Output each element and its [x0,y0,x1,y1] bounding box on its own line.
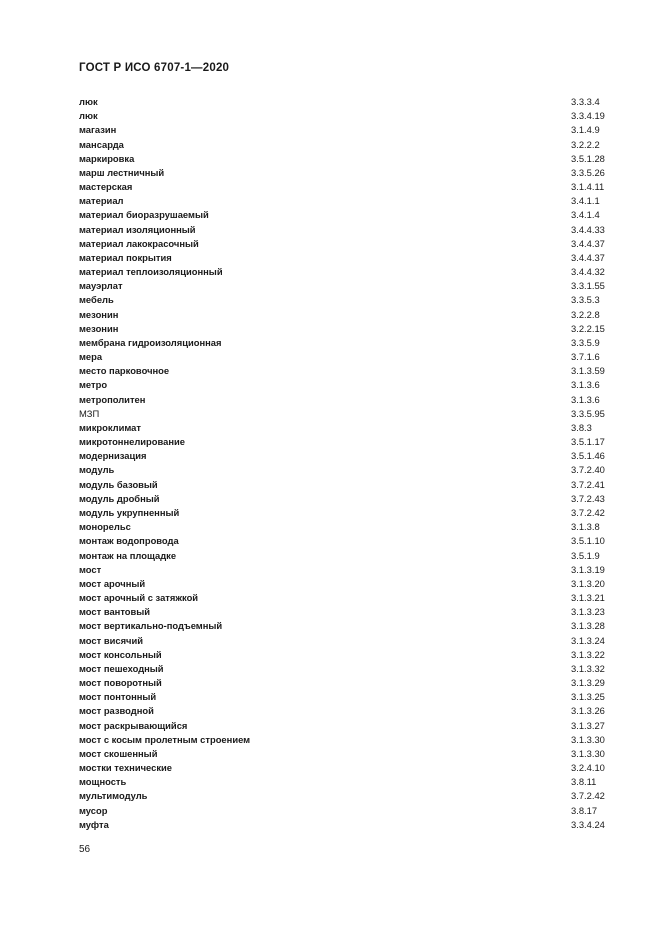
index-entry [79,138,611,152]
index-entry [79,704,611,718]
index-term: мост арочный с затяжкой [79,592,199,604]
index-term: материал [79,195,124,207]
index-entry [79,634,611,648]
index-entry [79,223,611,237]
index-entry [79,520,611,534]
index-term: модуль дробный [79,492,160,504]
document-header: ГОСТ Р ИСО 6707-1—2020 [79,62,230,74]
index-term: микротоннелирование [79,436,186,448]
index-term: мост консольный [79,648,162,660]
index-entry [79,478,611,492]
index-term: мост раскрывающийся [79,719,188,731]
index-reference: 3.1.3.25 [571,691,605,703]
index-term: люк [79,110,98,122]
index-entry [79,463,611,477]
index-reference: 3.4.4.33 [571,223,605,235]
index-entry [79,676,611,690]
index-entry [79,166,611,180]
index-reference: 3.7.2.43 [571,492,605,504]
alphabetical-index [79,95,611,832]
index-term: мембрана гидроизоляционная [79,336,222,348]
index-entry [79,194,611,208]
index-reference: 3.1.3.29 [571,677,605,689]
index-reference: 3.1.3.21 [571,592,605,604]
index-term: мост [79,563,102,575]
index-entry [79,109,611,123]
index-reference: 3.7.2.42 [571,506,605,518]
index-entry [79,789,611,803]
index-entry [79,265,611,279]
index-term: магазин [79,124,117,136]
index-term: мера [79,351,103,363]
index-entry [79,492,611,506]
index-term: материал биоразрушаемый [79,209,209,221]
index-reference: 3.1.3.23 [571,606,605,618]
index-entry [79,123,611,137]
index-term: мансарда [79,138,124,150]
index-term: модернизация [79,450,147,462]
index-entry [79,208,611,222]
index-term: мастерская [79,181,133,193]
index-entry [79,95,611,109]
index-reference: 3.1.3.30 [571,733,605,745]
index-term: мост вертикально-подъемный [79,620,223,632]
index-term: мост понтонный [79,691,157,703]
index-term: мостки технические [79,762,173,774]
index-entry [79,775,611,789]
index-entry [79,662,611,676]
index-entry [79,648,611,662]
index-reference: 3.1.3.20 [571,577,605,589]
index-reference: 3.2.2.2 [571,138,600,150]
index-entry [79,393,611,407]
index-term: мусор [79,804,108,816]
page-number: 56 [79,844,91,855]
index-reference: 3.3.5.3 [571,294,600,306]
index-reference: 3.2.4.10 [571,762,605,774]
index-entry [79,804,611,818]
index-term: МЗП [79,407,100,419]
index-term: мост вантовый [79,606,151,618]
index-term: модуль [79,464,115,476]
index-entry [79,180,611,194]
index-term: монтаж на площадке [79,549,177,561]
index-reference: 3.1.3.19 [571,563,605,575]
index-reference: 3.4.4.37 [571,237,605,249]
index-reference: 3.4.4.37 [571,251,605,263]
index-entry [79,322,611,336]
index-reference: 3.1.3.6 [571,393,600,405]
index-entry [79,435,611,449]
index-reference: 3.7.2.42 [571,790,605,802]
index-entry [79,279,611,293]
index-reference: 3.3.1.55 [571,280,605,292]
index-term: модуль укрупненный [79,506,180,518]
index-reference: 3.7.1.6 [571,351,600,363]
index-term: мезонин [79,308,119,320]
index-reference: 3.1.4.11 [571,181,605,193]
index-reference: 3.1.3.22 [571,648,605,660]
index-reference: 3.3.5.9 [571,336,600,348]
index-reference: 3.4.4.32 [571,266,605,278]
index-reference: 3.2.2.8 [571,308,600,320]
index-term: монтаж водопровода [79,535,179,547]
index-reference: 3.1.3.28 [571,620,605,632]
index-entry [79,336,611,350]
index-term: мауэрлат [79,280,123,292]
index-term: место парковочное [79,365,170,377]
index-term: мост разводной [79,705,154,717]
index-term: материал покрытия [79,251,172,263]
index-reference: 3.1.3.30 [571,747,605,759]
index-entry [79,818,611,832]
index-reference: 3.5.1.9 [571,549,600,561]
index-entry [79,690,611,704]
index-reference: 3.3.5.95 [571,407,605,419]
index-entry [79,534,611,548]
index-entry [79,378,611,392]
index-reference: 3.3.4.19 [571,110,605,122]
index-term: материал теплоизоляционный [79,266,223,278]
index-reference: 3.1.3.24 [571,634,605,646]
index-entry [79,733,611,747]
index-term: маркировка [79,152,135,164]
index-entry [79,761,611,775]
index-entry [79,308,611,322]
index-reference: 3.1.3.32 [571,662,605,674]
index-entry [79,563,611,577]
index-entry [79,237,611,251]
index-reference: 3.8.17 [571,804,598,816]
index-term: мезонин [79,322,119,334]
index-entry [79,591,611,605]
index-term: мультимодуль [79,790,148,802]
index-reference: 3.3.5.26 [571,166,605,178]
index-reference: 3.5.1.10 [571,535,605,547]
index-entry [79,605,611,619]
index-term: люк [79,96,98,107]
index-term: метро [79,379,108,391]
index-term: мост арочный [79,577,146,589]
index-entry [79,449,611,463]
index-reference: 3.5.1.28 [571,152,605,164]
index-term: модуль базовый [79,478,158,490]
index-term: мост скошенный [79,747,158,759]
index-term: мост с косым пролетным строением [79,733,251,745]
index-term: мощность [79,776,127,788]
index-term: мост поворотный [79,677,162,689]
index-term: мебель [79,294,114,306]
index-entry [79,407,611,421]
index-entry [79,747,611,761]
index-term: муфта [79,818,109,830]
index-term: мост висячий [79,634,144,646]
index-term: микроклимат [79,421,141,433]
index-term: метрополитен [79,393,146,405]
index-entry [79,251,611,265]
index-entry [79,364,611,378]
index-entry [79,421,611,435]
index-reference: 3.3.3.4 [571,96,600,107]
index-entry [79,719,611,733]
index-entry [79,152,611,166]
index-term: марш лестничный [79,166,165,178]
index-reference: 3.1.3.59 [571,365,605,377]
index-reference: 3.2.2.15 [571,322,605,334]
index-reference: 3.7.2.41 [571,478,605,490]
index-entry [79,293,611,307]
index-entry [79,506,611,520]
index-reference: 3.5.1.17 [571,436,605,448]
index-reference: 3.1.3.6 [571,379,600,391]
index-entry [79,549,611,563]
index-reference: 3.7.2.40 [571,464,605,476]
index-term: материал изоляционный [79,223,196,235]
index-reference: 3.1.3.27 [571,719,605,731]
index-reference: 3.5.1.46 [571,450,605,462]
index-entry [79,350,611,364]
index-entry [79,577,611,591]
index-reference: 3.3.4.24 [571,818,605,830]
index-entry [79,619,611,633]
index-reference: 3.1.3.26 [571,705,605,717]
index-term: материал лакокрасочный [79,237,199,249]
index-term: мост пешеходный [79,662,164,674]
index-reference: 3.8.3 [571,421,592,433]
index-reference: 3.4.1.4 [571,209,600,221]
index-term: монорельс [79,521,131,533]
index-reference: 3.1.3.8 [571,521,600,533]
index-reference: 3.1.4.9 [571,124,600,136]
index-reference: 3.8.11 [571,776,597,788]
index-reference: 3.4.1.1 [571,195,600,207]
